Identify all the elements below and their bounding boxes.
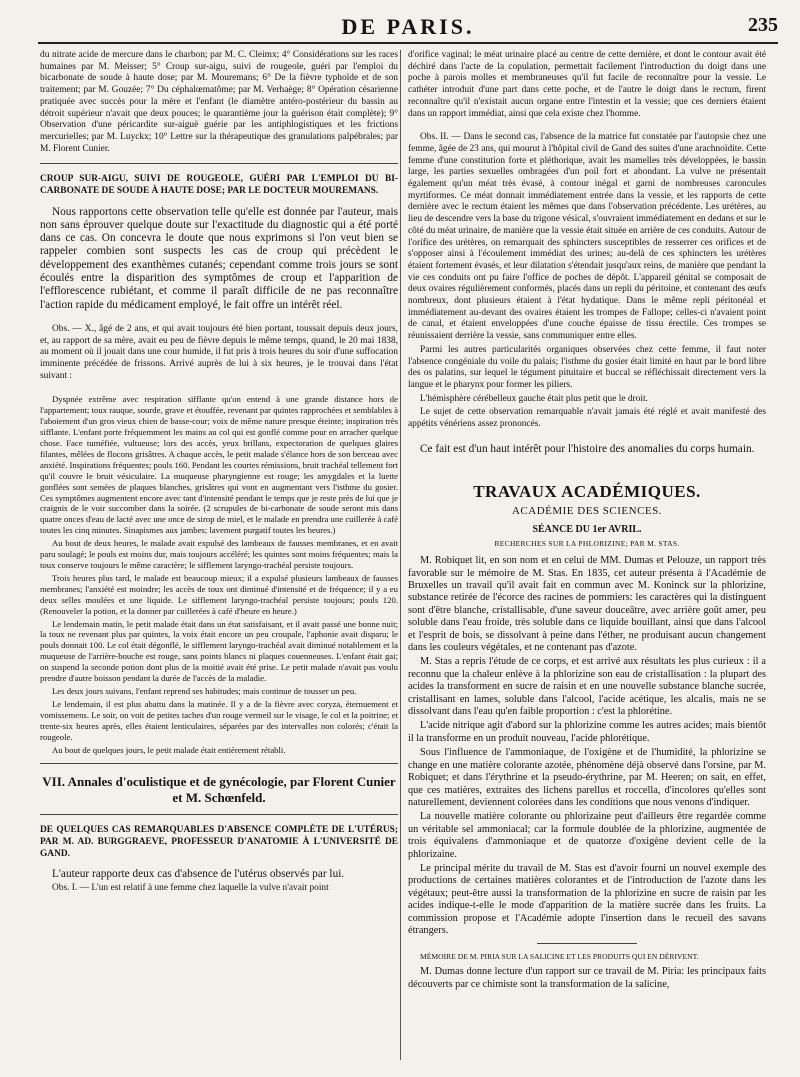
page-header	[38, 12, 778, 44]
principal-paragraph: Le principal mérite du travail de M. Stas est d'avoir fourni un nouvel exemple des productions de certaines matières colorantes et de l'introduction de l'azote dans les végétaux; peut-être aussi la transformation de la phlorizine en sucre de raisin par les acides indique-t-elle le mode d'apparition de la matière sucrée dans les fruits. La commission propose et l'Académie adopte l'insertion dans le recueil des savans étrangers.	[408, 862, 766, 936]
section-rule	[40, 163, 398, 164]
sujet-paragraph: Le sujet de cette observation remarquable n'avait jamais été réglé et avait manifesté des appétits vénériens assez prononcés.	[408, 407, 766, 430]
observation-x: Obs. — X., âgé de 2 ans, et qui avait toujours été bien portant, toussait depuis deux jours, et, au rapport de sa mère, avait eu peu de fièvre depuis le même temps, quand, le 20 mai 1838, au moment où il jouait dans une cour humide, il fut pris à trois heures du soir d'une suffocation imminente précédée de frissons. Arrivé auprès de lui à six heures, je le trouvai dans l'état suivant :	[40, 323, 398, 381]
page-number: 235	[748, 14, 778, 36]
section-rule-3	[40, 814, 398, 815]
recherches-title: RECHERCHES SUR LA PHLORIZINE; PAR M. STAS.	[494, 538, 680, 548]
acide-paragraph: L'acide nitrique agit d'abord sur la phlorizine comme les autres acides; mais bientôt il la transforme en un produit nouveau, l'acide phlorétique.	[408, 720, 766, 744]
uterus-heading: DE QUELQUES CAS REMARQUABLES D'ABSENCE COMPLÈTE DE L'UTÉRUS; PAR M. AD. BURGGRAEVE, PROFESSEUR D'ANATOMIE À L'UNIVERSITÉ DE GAND.	[40, 825, 398, 859]
deux-jours-paragraph: Les deux jours suivans, l'enfant reprend ses habitudes; mais continue de tousser un peu.	[52, 685, 357, 696]
academie-title: ACADÉMIE DES SCIENCES.	[511, 505, 663, 518]
fait-paragraph: Ce fait est d'un haut intérêt pour l'histoire des anomalies du corps humain.	[420, 442, 755, 455]
bout2-paragraph: Au bout de quelques jours, le petit malade était entièrement rétabli.	[52, 744, 286, 755]
right-column	[408, 50, 766, 1065]
lendemain-paragraph: Le lendemain matin, le petit malade était dans un état satisfaisant, et il avait passé une bonne nuit; la toux ne revenant plus par quintes, la voix était encore un peu croupale, l'aphonie avait disparu; le pouls donnait 100. Le col était dégonflé, le sifflement laryngo-trachéal avait diminué notablement et la muqueuse de l'arrière-bouche est rouge, sans points blancs ni plaques couenneuses. L'enfant était gai; on suspend la seconde potion dont plus de la moitié avait été prise. Le petit malade n'avait pas voulu prendre d'autre boisson pendant la durée de l'accès de la maladie.	[40, 618, 398, 684]
travaux-title: TRAVAUX ACADÉMIQUES.	[473, 482, 701, 502]
left-column	[40, 50, 398, 1065]
journal-title: DE PARIS.	[341, 14, 475, 39]
intro-paragraph: du nitrate acide de mercure dans le charbon; par M. C. Cleimx; 4° Considérations sur les races humaines par M. Meisser; 5° Croup sur-aigu, suivi de rougeole, guéri par l'emploi du bicarbonate de soude à haute dose; par M. Mouremans; 6° De la fièvre typhoïde et de son traitement; par M. Gouzée; 7° Du céphalœmatôme; par M. Verhaège; 8° Opération césarienne pratiquée avec succès pour la mère et l'enfant (le diamètre antéro-postérieur du bassin au détroit supérieur n'avait que deux pouces; le quarantième jour la guérison était complète); 9° Observation d'une péricardite sur-aiguë guérie par les antiphlogistiques et les frictions mercurielles; par M. Luyckx; 10° Lettre sur la thérapeutique des granulations palpébrales; par M. Florent Cunier.	[40, 50, 398, 154]
hemisphere-paragraph: L'hémisphère cérébelleux gauche était plus petit que le droit.	[420, 393, 648, 404]
croup-intro-paragraph: Nous rapportons cette observation telle qu'elle est donnée par l'auteur, mais non sans éprouver quelque doute sur l'exactitude du diagnostic qui a été porté dans ce cas. On concevra le doute que nous exprimons si l'on veut bien se rappeler combien sont suspects les cas de croup qui précèdent le développement des exanthèmes cutanés; cependant comme trois jours se sont écoulés entre la disparition des symptômes de croup et l'apparition de l'efflorescence rubiétant, et comme il paraît difficile de ne pas reconnaître l'action rapide du médicament employé, le fait offre un intérêt réel.	[40, 205, 398, 311]
observation-1: Obs. I. — L'un est relatif à une femme chez laquelle la vulve n'avait point	[52, 883, 329, 894]
robiquet-paragraph: M. Robiquet lit, en son nom et en celui de MM. Dumas et Pelouze, un rapport très favorable sur le mémoire de M. Stas. En 1835, cet auteur présenta à l'Académie de Bruxelles un travail qu'il avait fait en commun avec M. Koninck sur la phlorizine, substance retirée de l'écorce des racines de pommiers: les caractères qui la distinguent sont d'être blanche, cristallisable, d'une saveur douceâtre, avec arrière goût amer, peu soluble dans l'eau froide, très soluble dans ce liquide bouillant, ainsi que dans l'alcool et l'esprit de bois, se dissolvant à peine dans l'éther, ne produisant aucun changement dans les couleurs végétales, et ne contenant pas d'azote.	[408, 555, 766, 654]
stas-paragraph: M. Stas a repris l'étude de ce corps, et est arrivé aux résultats les plus curieux : il a reconnu que la chaleur enlève à la phlorizine son eau de cristallisation : la plupart des acides la transforment en sucre de raisin et en une nouvelle substance blanche sucrée, cristallisant en lames, soluble dans l'alcool, l'acide acétique, les alcalis, mais ne se dissolvant dans l'eau qu'en faible proportion : c'est la phlorétine.	[408, 656, 766, 718]
trois-paragraph: Trois heures plus tard, le malade est beaucoup mieux; il a expulsé plusieurs lambeaux de fausses membranes; l'anxiété est moindre; les accès de toux ont diminué d'intensité et de fréquence; il y a eu deux selles moulées et une liquide. Le sifflement laryngo-trachéal persiste toujours; pouls 120. (Renouveler la potion, et la donner par cuillerées à café d'heure en heure.)	[40, 572, 398, 616]
dumas-paragraph: M. Dumas donne lecture d'un rapport sur ce travail de M. Piria: les principaux faits découverts par ce chimiste sont la transformation de la salicine,	[408, 966, 766, 990]
seance-title: SÉANCE DU 1er AVRIL.	[532, 523, 642, 535]
dyspnee-paragraph: Dyspnée extrême avec respiration sifflante qu'on entend à une grande distance hors de l'appartement; toux rauque, sourde, grave et étouffée, revenant par quintes rapprochées et semblables à l'aboiement d'un gros vieux chien de basse-cour; voix de même nature presque éteinte; inspiration très sifflante. L'enfant porte fréquemment les mains au col qui est gonflé comme pour en arracher quelque chose. Face tuméfiée, vultueuse; lors des accès, yeux brillans, expectoration de quelques glaires filantes, mêlées de flocons grisâtres. A chaque accès, le petit malade s'élance hors de son berceau avec anxiété. Inspirations fréquentes; pouls 160. Pendant les courtes rémissions, bruit trachéal tellement fort qu'il couvre le bruit vésiculaire. La muqueuse pharyngienne est rouge; les amygdales et la luette gonflées sont semées de plaques blanches, grisâtres qui vont en augmentant vers l'isthme du gosier. Ces symptômes augmentent encore avec tant d'intensité pendant le temps que je reste près de lui que je craignis de le voir succomber dans la soirée. (2 scrupules de bi-carbonate de soude seront mis dans quatre onces d'eau de lacté avec une once de sirop de miel, et le malade en prendra une cuillerée à café toutes les cinq minutes. Sinapismes aux jambes; lavement purgatif toutes les heures.)	[40, 394, 398, 536]
bout-paragraph: Au bout de deux heures, le malade avait expulsé des lambeaux de fausses membranes, et en avait paru soulagé; le pouls est moins dur, mais toujours accéléré; les quintes sont moins fréquentes; mais la toux conserve toujours le même caractère; le sifflement laryngo-trachéal persiste toujours.	[40, 538, 398, 570]
auteur-paragraph: L'auteur rapporte deux cas d'absence de l'utérus observés par lui.	[52, 868, 345, 881]
annales-title: VII. Annales d'oculistique et de gynécologie, par Florent Cunier et M. Schœnfeld.	[42, 774, 396, 806]
memoire-title: MÉMOIRE DE M. PIRIA SUR LA SALICINE ET LES PRODUITS QUI EN DÉRIVENT.	[420, 952, 699, 962]
short-rule	[537, 943, 637, 944]
observation-2: Obs. II. — Dans le second cas, l'absence de la matrice fut constatée par l'autopsie chez une femme, âgée de 23 ans, qui mourut à l'hôpital civil de Gand des suites d'une arachnoïdite. Cette femme d'une constitution forte et pléthorique, avait les mamelles très développées, le bassin large, les parties sexuelles ombragées d'un poil fort et abondant. La vulve ne présentait également qu'un méat très évasé, à contour inégal et garni de nombreuses caroncules myrtiformes. Ce méat donnait immédiatement entrée dans la vessie, et les rapports de cette dernière avec le rectum étaient les mêmes que dans l'observation précédente. Les urétères, au lieu de descendre vers la base du trigone vésical, s'ouvraient immédiatement en dedans et sur le côté du méat urinaire, de manière que la vessie était située en arrière de ces conduits. Autour de l'orifice des urétères, on remarquait des sphincters susceptibles de resserrer ces orifices et de s'opposer ainsi à l'écoulement immédiat des urines; au-delà de ces sphincters les urétères étaient fortement évasés, et leur dilatation s'étendait jusqu'aux reins, de manière que pendant la vie ces conduits ont pu faire l'office de poches de dépôt. L'appareil génital se composait de deux ovaires régulièrement conformés, placés dans un repli du péritoine, et contenant des œufs nombreux, dont plusieurs étaient à l'état hydatique. Dans le même repli péritonéal et immédiatement au-devant des ovaires étaient les trompes de Fallope; celles-ci n'avaient point de canal, et étaient enveloppées d'une couche épaisse de tissu érectile. Ces trompes se réunissaient derrière la vessie, sans communiquer entre elles.	[408, 132, 766, 342]
croup-heading: CROUP SUR-AIGU, SUIVI DE ROUGEOLE, GUÉRI PAR L'EMPLOI DU BI-CARBONATE DE SOUDE À HAUTE DOSE; PAR LE DOCTEUR MOUREMANS.	[40, 174, 398, 196]
sous-paragraph: Sous l'influence de l'ammoniaque, de l'oxigène et de l'humidité, la phlorizine se change en une matière colorante azotée, phénomène déjà observé dans l'orsine, par M. Robiquet; et dans l'érythrine et la pseudo-érythrine, par M. Heeren; on sait, en effet, que ces matières, extraites des lichens parellus et roccella, d'incolores qu'elles sont naturellement, deviennent colorées dans les conditions que nous venons d'indiquer.	[408, 747, 766, 808]
lendemain2-paragraph: Le lendemain, il est plus abattu dans la matinée. Il y a de la fièvre avec coryza, éternuement et vomissemens. Le soir, on voit de petites taches d'un rouge vermeil sur le visage, le col et la poitrine; et trente-six heures après, elles étaient lenticulaires, séparées par des intervalles non colorés; c'était la rougeole.	[40, 698, 398, 742]
section-rule-2	[40, 763, 398, 764]
column-divider	[400, 50, 401, 1060]
vulve-continuation: d'orifice vaginal; le méat urinaire placé au centre de cette dernière, et dont le contour avait été déchiré dans l'acte de la copulation, permettait facilement l'introduction du doigt dans une poche à parois molles et membraneuses qu'il fut facile de reconnaître pour la vessie. Le cathéter introduit d'une part dans cette poche, et de l'autre le doigt dans le rectum, firent reconnaître qu'il n'existait aucun organe entre l'intestin et la vessie; que ces derniers étaient dans un rapport immédiat, ainsi que cela existe chez l'homme.	[408, 50, 766, 119]
parmi-paragraph: Parmi les autres particularités organiques observées chez cette femme, il faut noter l'absence congéniale du voile du palais; l'isthme du gosier était limité en haut par le bord libre des os palatins, sur lequel le tégument pituitaire et buccal se réfléchissait directement vers la langue et le pharynx pour former les piliers.	[408, 344, 766, 390]
nouvelle-paragraph: La nouvelle matière colorante ou phlorizaine peut d'ailleurs être regardée comme un véritable sel ammoniacal; car la formule doublée de la phlorizine, augmentée de trois équivalens d'ammoniaque et de quatorze d'oxigène devient celle de la phlorizaine.	[408, 811, 766, 860]
